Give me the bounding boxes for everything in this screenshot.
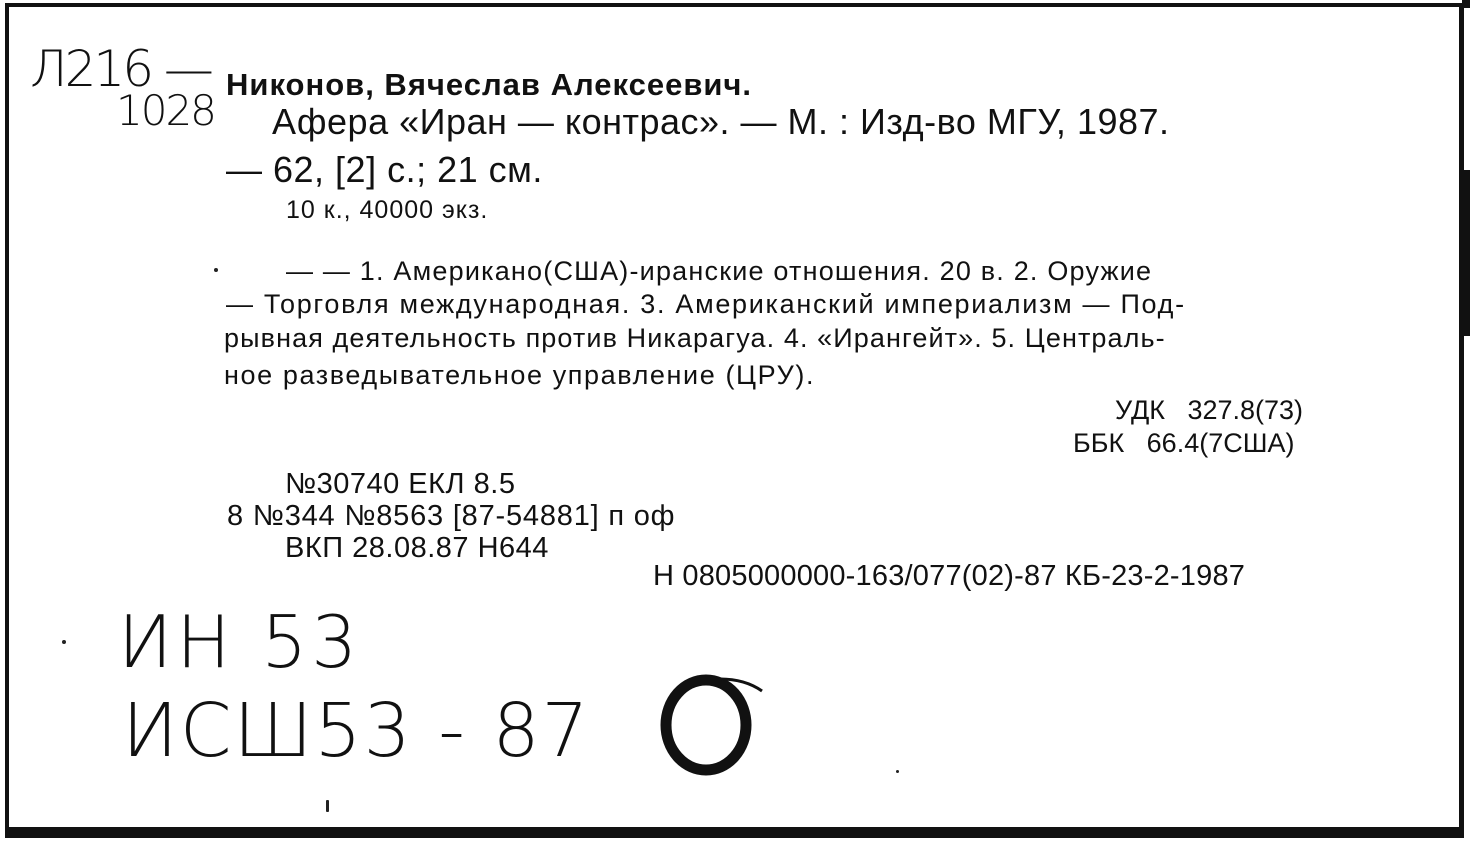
index-line: Н 0805000000-163/077(02)-87 КБ-23-2-1987 (653, 560, 1246, 592)
scan-speck (214, 268, 218, 272)
service-line-2: 8 №344 №8563 [87-54881] п оф (227, 500, 676, 532)
subject-line-3: рывная деятельность против Никарагуа. 4. «Ирангейт». 5. Централь- (224, 323, 1166, 353)
subject-line-4: ное разведывательное управление (ЦРУ). (224, 360, 816, 390)
handwritten-circle-mark (650, 665, 770, 785)
service-line-1: №30740 ЕКЛ 8.5 (285, 468, 516, 500)
subject-line-1: — — 1. Американо(США)-иранские отношения. 20 в. 2. Оружие (286, 256, 1153, 286)
price-line: 10 к., 40000 экз. (286, 196, 489, 224)
card-corner-mark (1462, 0, 1470, 8)
bbk-code: ББК 66.4(7США) (1073, 428, 1295, 458)
call-number-line2: 1028 (116, 86, 215, 135)
author-heading: Никонов, Вячеслав Алексеевич. (226, 67, 753, 102)
udk-code: УДК 327.8(73) (1115, 395, 1304, 425)
subject-line-2: — Торговля международная. 3. Американский империализм — Под- (226, 289, 1186, 319)
call-number-line1: Л216 — (30, 40, 211, 98)
scan-speck (896, 770, 899, 773)
scan-speck (62, 640, 66, 644)
card-edge-mark (1464, 170, 1470, 336)
title-line: Афера «Иран — контрас». — М. : Изд-во МГУ, 1987. (272, 101, 1170, 142)
extent-line: — 62, [2] с.; 21 см. (226, 149, 543, 190)
handwritten-mark-2: ИСШ53 - 87 (122, 688, 591, 774)
service-line-3: ВКП 28.08.87 Н644 (285, 532, 549, 564)
scan-speck (326, 800, 329, 812)
handwritten-mark-1: ИН 53 (118, 600, 361, 684)
